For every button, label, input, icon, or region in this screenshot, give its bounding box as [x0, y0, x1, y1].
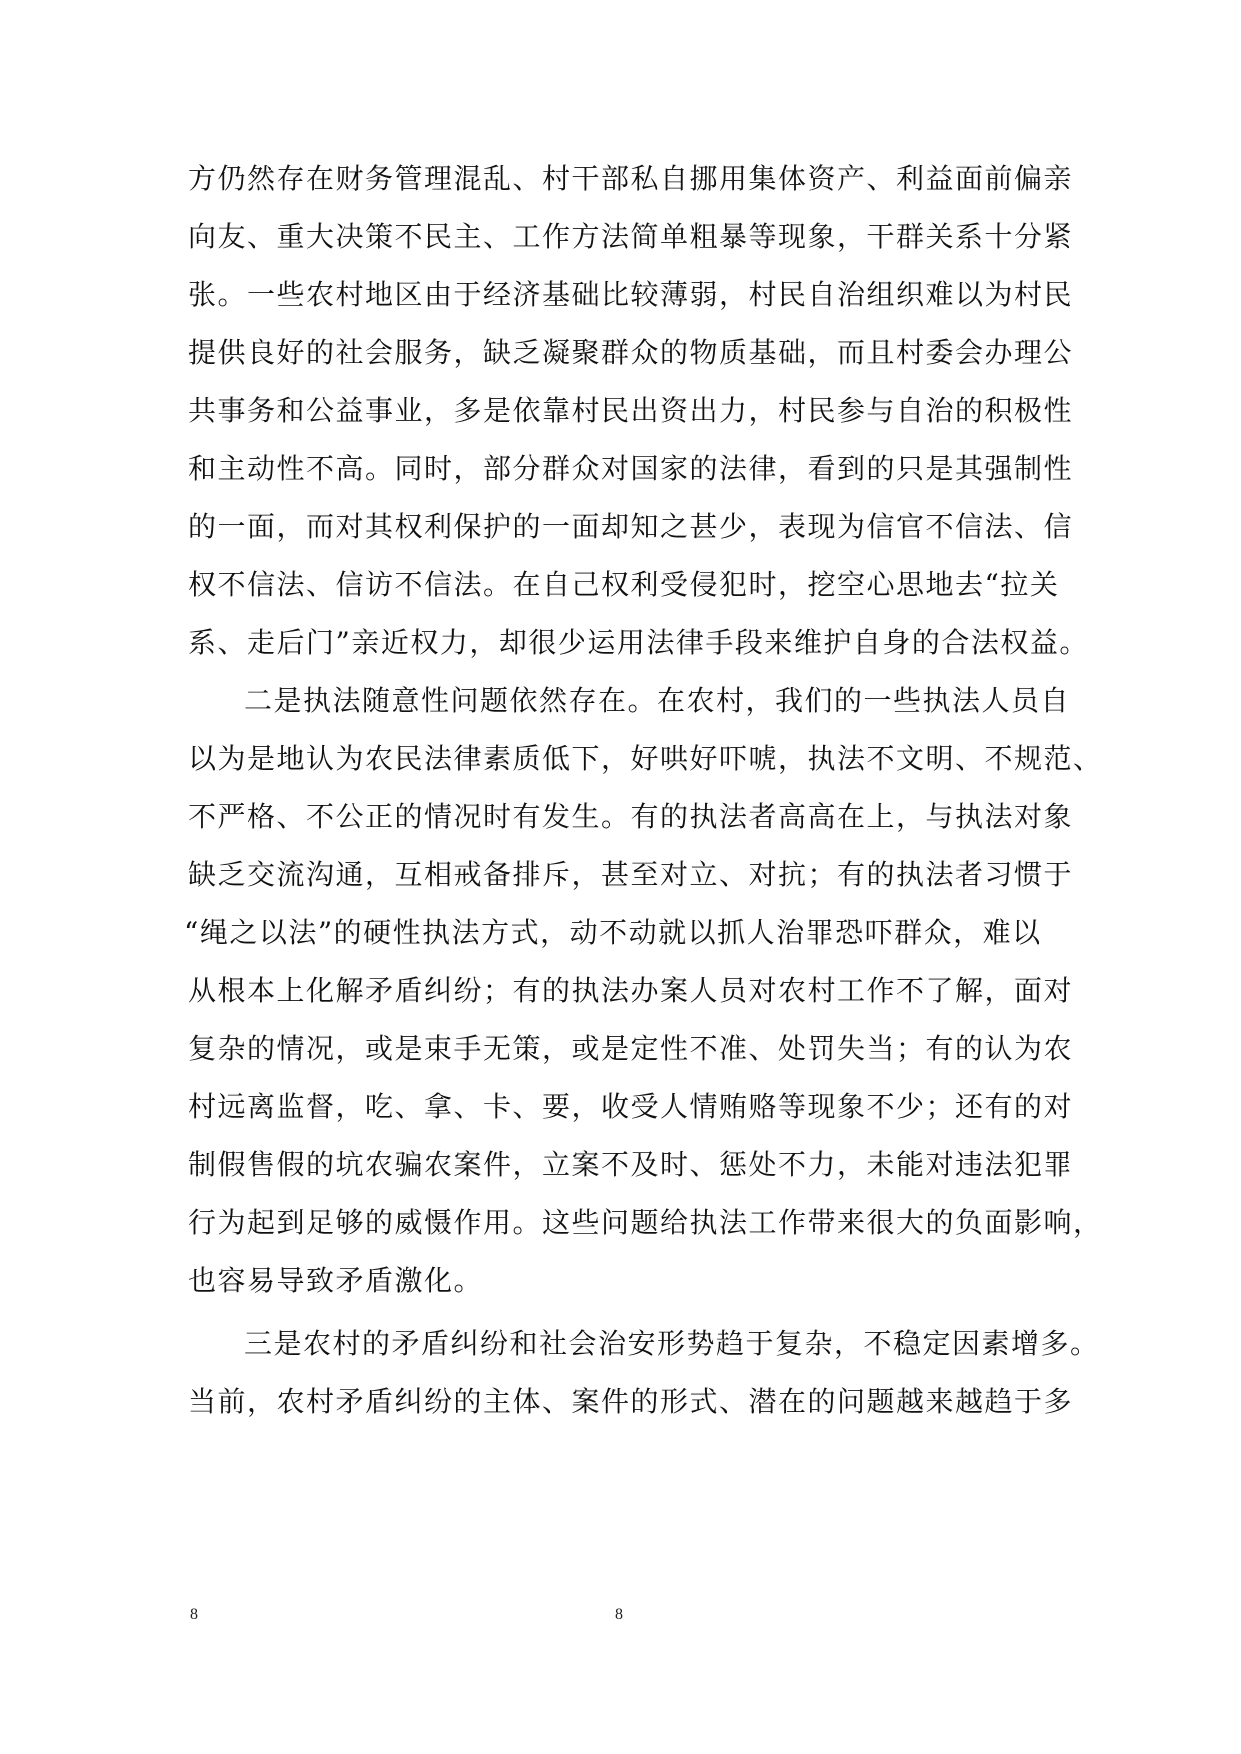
- text-line: 和主动性不高。同时，部分群众对国家的法律，看到的只是其强制性: [188, 452, 1074, 485]
- footer-page-number-left: 8: [190, 1606, 198, 1623]
- text-line: “绳之以法”的硬性执法方式，动不动就以抓人治罪恐吓群众，难以: [184, 916, 1042, 949]
- text-line: 制假售假的坑农骗农案件，立案不及时、惩处不力，未能对违法犯罪: [188, 1148, 1074, 1181]
- paragraph-start-line: 三是农村的矛盾纠纷和社会治安形势趋于复杂，不稳定因素增多。: [244, 1327, 1100, 1360]
- text-line: 权不信法、信访不信法。在自己权利受侵犯时，挖空心思地去“拉关: [188, 568, 1060, 601]
- text-line: 行为起到足够的威慑作用。这些问题给执法工作带来很大的负面影响，: [188, 1206, 1103, 1239]
- text-line: 向友、重大决策不民主、工作方法简单粗暴等现象，干群关系十分紧: [188, 220, 1074, 253]
- text-line: 不严格、不公正的情况时有发生。有的执法者高高在上，与执法对象: [188, 800, 1074, 833]
- text-line: 也容易导致矛盾激化。: [188, 1264, 484, 1297]
- paragraph-start-line: 二是执法随意性问题依然存在。在农村，我们的一些执法人员自: [244, 684, 1071, 717]
- text-line: 缺乏交流沟通，互相戒备排斥，甚至对立、对抗；有的执法者习惯于: [188, 858, 1074, 891]
- text-line: 方仍然存在财务管理混乱、村干部私自挪用集体资产、利益面前偏亲: [188, 162, 1074, 195]
- text-line: 以为是地认为农民法律素质低下，好哄好吓唬，执法不文明、不规范、: [188, 742, 1103, 775]
- text-line: 当前，农村矛盾纠纷的主体、案件的形式、潜在的问题越来越趋于多: [188, 1385, 1074, 1418]
- text-line: 的一面，而对其权利保护的一面却知之甚少，表现为信官不信法、信: [188, 510, 1074, 543]
- text-line: 系、走后门”亲近权力，却很少运用法律手段来维护自身的合法权益。: [188, 626, 1089, 659]
- text-line: 从根本上化解矛盾纠纷；有的执法办案人员对农村工作不了解，面对: [188, 974, 1074, 1007]
- footer-page-number-center: 8: [615, 1606, 623, 1623]
- text-line: 提供良好的社会服务，缺乏凝聚群众的物质基础，而且村委会办理公: [188, 336, 1074, 369]
- text-line: 村远离监督，吃、拿、卡、要，收受人情贿赂等现象不少；还有的对: [188, 1090, 1074, 1123]
- text-line: 共事务和公益事业，多是依靠村民出资出力，村民参与自治的积极性: [188, 394, 1074, 427]
- text-line: 复杂的情况，或是束手无策，或是定性不准、处罚失当；有的认为农: [188, 1032, 1074, 1065]
- text-line: 张。一些农村地区由于经济基础比较薄弱，村民自治组织难以为村民: [188, 278, 1074, 311]
